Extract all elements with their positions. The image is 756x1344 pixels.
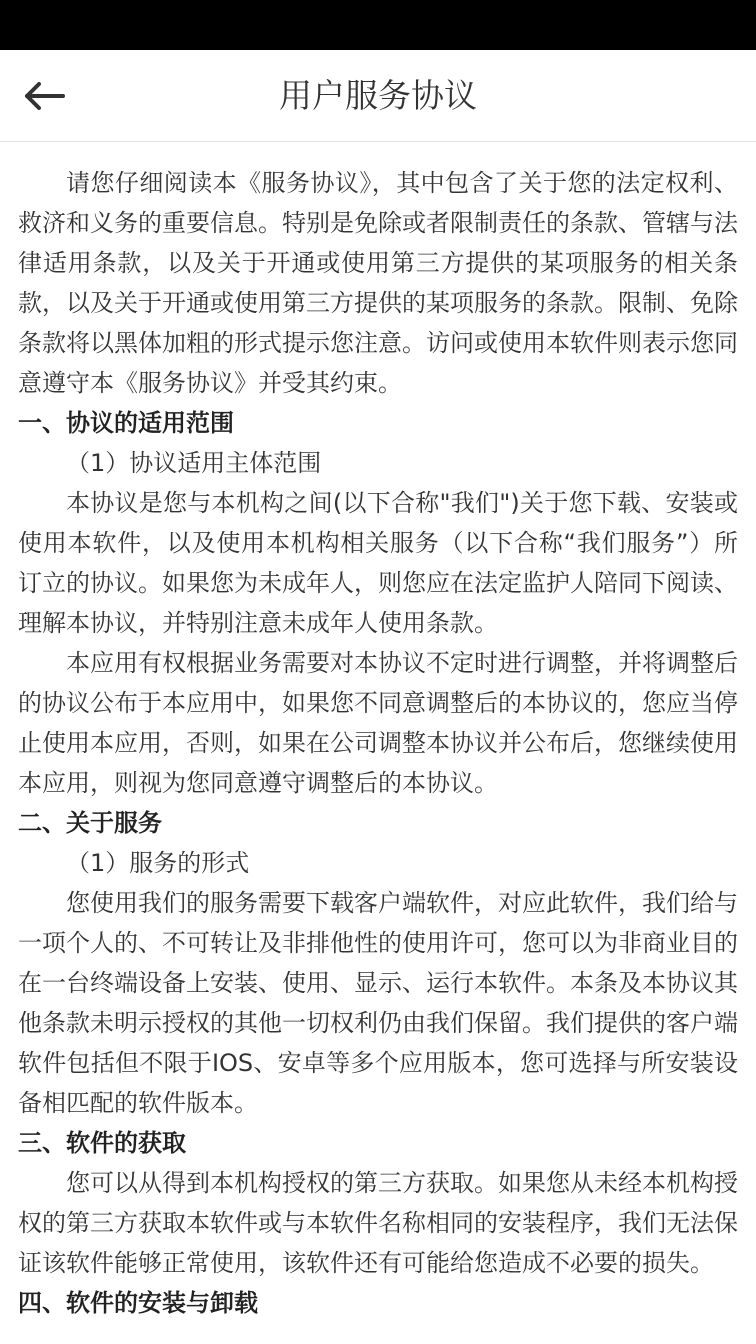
section-heading-scope: 一、协议的适用范围: [18, 409, 234, 437]
page-title: 用户服务协议: [279, 76, 477, 115]
subsection-heading-service-form: （1）服务的形式: [66, 849, 250, 877]
obtain-paragraph-1: 您可以从得到本机构授权的第三方获取。如果您从未经本机构授权的第三方获取本软件或与本软件名称相同的安装程序，我们无法保证该软件能够正常使用，该软件还有可能给您造成不必要的损失。: [18, 1169, 738, 1277]
subsection-heading-scope-subject: （1）协议适用主体范围: [66, 449, 322, 477]
section-heading-obtain: 三、软件的获取: [18, 1129, 186, 1157]
section-heading-service: 二、关于服务: [18, 809, 162, 837]
section-heading-install: 四、软件的安装与卸载: [18, 1289, 258, 1317]
scope-paragraph-2: 本应用有权根据业务需要对本协议不定时进行调整，并将调整后的协议公布于本应用中，如果您不同意调整后的本协议的，您应当停止使用本应用，否则，如果在公司调整本协议并公布后，您继续使用本应用，则视为您同意遵守调整后的本协议。: [18, 649, 738, 797]
back-button[interactable]: [14, 70, 74, 122]
status-bar: [0, 0, 756, 50]
scope-paragraph-1: 本协议是您与本机构之间(以下合称"我们")关于您下载、安装或使用本软件，以及使用本机构相关服务（以下合称“我们服务”）所订立的协议。如果您为未成年人，则您应在法定监护人陪同下阅读、理解本协议，并特别注意未成年人使用条款。: [18, 489, 738, 637]
agreement-content[interactable]: [0, 143, 756, 1344]
intro-paragraph: 请您仔细阅读本《服务协议》，其中包含了关于您的法定权利、救济和义务的重要信息。特别是免除或者限制责任的条款、管辖与法律适用条款，以及关于开通或使用第三方提供的某项服务的相关条款，以及关于开通或使用第三方提供的某项服务的条款。限制、免除条款将以黑体加粗的形式提示您注意。访问或使用本软件则表示您同意遵守本《服务协议》并受其约束。: [18, 169, 738, 397]
navigation-bar: [0, 50, 756, 142]
arrow-left-icon: [23, 81, 65, 111]
service-paragraph-1: 您使用我们的服务需要下载客户端软件，对应此软件，我们给与一项个人的、不可转让及非排他性的使用许可，您可以为非商业目的在一台终端设备上安装、使用、显示、运行本软件。本条及本协议其他条款未明示授权的其他一切权利仍由我们保留。我们提供的客户端软件包括但不限于IOS、安卓等多个应用版本，您可选择与所安装设备相匹配的软件版本。: [18, 889, 738, 1117]
